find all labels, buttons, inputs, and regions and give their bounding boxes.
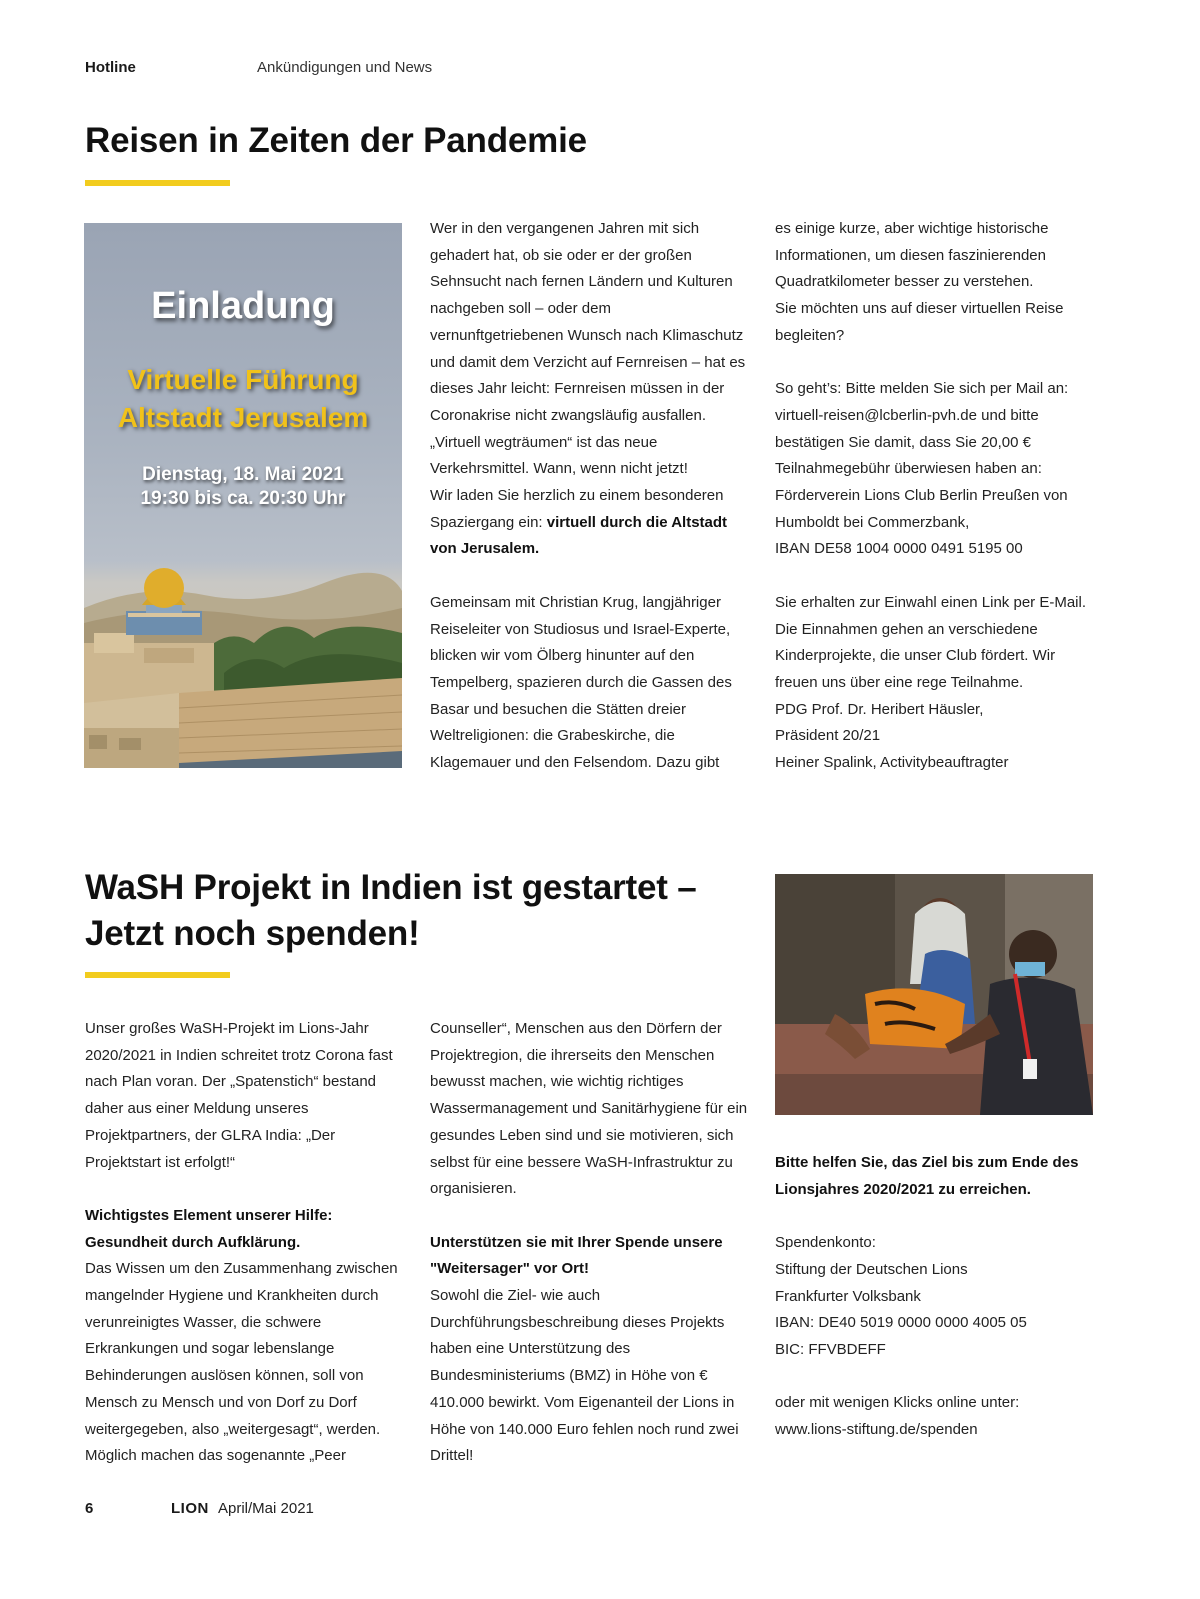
article1-col1-p2-bold: virtuell durch die Altstadt von Jerusalem. (430, 513, 728, 558)
article2-col3-appeal-text: Bitte helfen Sie, das Ziel bis zum Ende des Lionsjahres 2020/2021 zu erreichen. (775, 1154, 1079, 1198)
article2-title-wrap (85, 865, 765, 957)
donation-online-intro: oder mit wenigen Klicks online unter: (775, 1394, 1020, 1412)
article1-col2-signature-3: Heiner Spalink, Activitybeauftragter (775, 754, 1009, 772)
article1-col2-paragraph-2: Sie möchten uns auf dieser virtuellen Reise begleiten? (775, 300, 1064, 344)
invitation-subheading-line2: Altstadt Jerusalem (117, 402, 369, 433)
article2-col2-subhead (430, 1230, 748, 1283)
subsection-label: Ankündigungen und News (257, 59, 433, 76)
article1-col2-signature-1: PDG Prof. Dr. Heribert Häusler, (775, 700, 984, 718)
donation-bank: Frankfurter Volksbank (775, 1287, 921, 1305)
counselling-scene-illustration (775, 874, 1093, 1115)
article1-col1-p2-intro: Wir laden Sie herzlich zu einem besonderen Spaziergang ein: (430, 487, 724, 531)
donation-account-name: Stiftung der Deutschen Lions (775, 1260, 968, 1278)
article2-accent-bar (85, 972, 230, 978)
article1-col2-paragraph-3: So geht’s: Bitte melden Sie sich per Mail an: virtuell-reisen@lcberlin-pvh.de und bitte bestätigen Sie damit, dass Sie 20,00 € Teilnahmegebühr überwiesen haben an: Förderverein Lions Club Berlin Preußen von Humboldt bei Commerzbank, (775, 380, 1069, 531)
article1-col1-paragraph-1: Wer in den vergangenen Jahren mit sich gehadert hat, ob sie oder er der großen Sehnsucht nach fernen Ländern und Kulturen nachgeben soll – oder dem vernunftgetriebenen Wunsch nach Klimaschutz und damit dem Verzicht auf Fernreisen – hat es dieses Jahr leicht: Fernreisen müssen in der Coronakrise nicht zwangsläufig ausfallen. „Virtuell wegträumen“ ist das neue Verkehrsmittel. Wann, wenn nicht jetzt! (430, 220, 746, 478)
article2-col1-paragraph-2: Das Wissen um den Zusammenhang zwischen mangelnder Hygiene und Krankheiten durch verunreinigtes Wasser, die schwere Erkrankungen und sogar lebenslange Behinderungen auslösen können, soll von Mensch zu Mensch und von Dorf zu Dorf weitergegeben, also „weitergesagt“, werden. Möglich machen das sogenannte „Peer (85, 1260, 398, 1465)
article1-column-1 (430, 216, 748, 777)
article2-col2-paragraph-2: Sowohl die Ziel- wie auch Durchführungsbeschreibung dieses Projekts haben eine Unterstützung des Bundesministeriums (BMZ) in Höhe von € 410.000 bewirkt. Vom Eigenanteil der Lions in Höhe von 140.000 Euro fehlen noch rund zwei Drittel! (430, 1287, 739, 1465)
invitation-date (84, 463, 402, 511)
invitation-subheading-line1: Virtuelle Führung (127, 364, 359, 395)
article1-col2-paragraph-4: Sie erhalten zur Einwahl einen Link per E-Mail. Die Einnahmen gehen an verschiedene Kinderprojekte, die unser Club fördert. Wir freuen uns über eine rege Teilnahme. (775, 593, 1086, 691)
article1-col2-signature-2: Präsident 20/21 (775, 727, 881, 745)
donation-bic: BIC: FFVBDEFF (775, 1340, 886, 1358)
issue-date: April/Mai 2021 (218, 1500, 314, 1517)
article1-accent-bar (85, 180, 230, 186)
article2-col1-subhead-text: Wichtigstes Element unserer Hilfe: Gesundheit durch Aufklärung. (85, 1206, 333, 1251)
page-number: 6 (85, 1500, 94, 1517)
invitation-date-line2: 19:30 bis ca. 20:30 Uhr (140, 488, 346, 509)
article1-col1-paragraph-2 (430, 483, 748, 563)
article1-col2-iban: IBAN DE58 1004 0000 0491 5195 00 (775, 540, 1023, 558)
article1-column-2 (775, 216, 1095, 777)
article1-title: Reisen in Zeiten der Pandemie (85, 121, 587, 160)
donation-account-label: Spendenkonto: (775, 1234, 876, 1252)
invitation-subheading (84, 361, 402, 437)
invitation-heading: Einladung (151, 285, 335, 327)
article2-column-3 (775, 1150, 1095, 1444)
article2-col1-subhead (85, 1203, 403, 1256)
article2-col2-paragraph-1: Counseller“, Menschen aus den Dörfern der Projektregion, die ihrerseits den Menschen bewusst machen, wie wichtig richtiges Wassermanagement und Sanitärhygiene für ein gesundes Leben sind und sie motivieren, sich selbst für eine bessere WaSH-Infrastruktur zu organisieren. (430, 1020, 748, 1198)
article1-col2-paragraph-1: es einige kurze, aber wichtige historische Informationen, um diesen faszinierenden Quadratkilometer besser zu verstehen. (775, 220, 1049, 291)
article2-col3-appeal (775, 1150, 1095, 1203)
article2-col1-paragraph-1: Unser großes WaSH-Projekt im Lions-Jahr 2020/2021 in Indien schreitet trotz Corona fast nach Plan voran. Der „Spatenstich“ bestand daher aus einer Meldung unseres Projektpartners, der GLRA India: „Der Projektstart ist erfolgt!“ (85, 1020, 393, 1171)
article1-title-wrap (85, 118, 985, 164)
article2-col2-subhead-text: Unterstützen sie mit Ihrer Spende unsere "Weitersager" vor Ort! (430, 1233, 723, 1278)
section-label: Hotline (85, 59, 136, 76)
article2-title-line1: WaSH Projekt in Indien ist gestartet – (85, 868, 697, 907)
invitation-date-line1: Dienstag, 18. Mai 2021 (142, 464, 344, 485)
donation-iban: IBAN: DE40 5019 0000 0000 4005 05 (775, 1314, 1027, 1332)
article2-title (85, 865, 765, 957)
article1-col1-paragraph-3: Gemeinsam mit Christian Krug, langjähriger Reiseleiter von Studiosus und Israel-Experte, blicken wir vom Ölberg hinunter auf den Tempelberg, spazieren durch die Gassen des Basar und besuchen die Stätten dreier Weltreligionen: die Grabeskirche, die Klagemauer und den Felsendom. Dazu gibt (430, 593, 732, 772)
article2-column-1 (85, 1016, 403, 1470)
donation-url[interactable]: www.lions-stiftung.de/spenden (775, 1421, 978, 1438)
wash-project-photo (775, 874, 1093, 1115)
magazine-name: LION (171, 1500, 209, 1517)
invitation-image (84, 223, 402, 768)
article2-column-2 (430, 1016, 748, 1470)
article2-title-line2: Jetzt noch spenden! (85, 914, 420, 953)
